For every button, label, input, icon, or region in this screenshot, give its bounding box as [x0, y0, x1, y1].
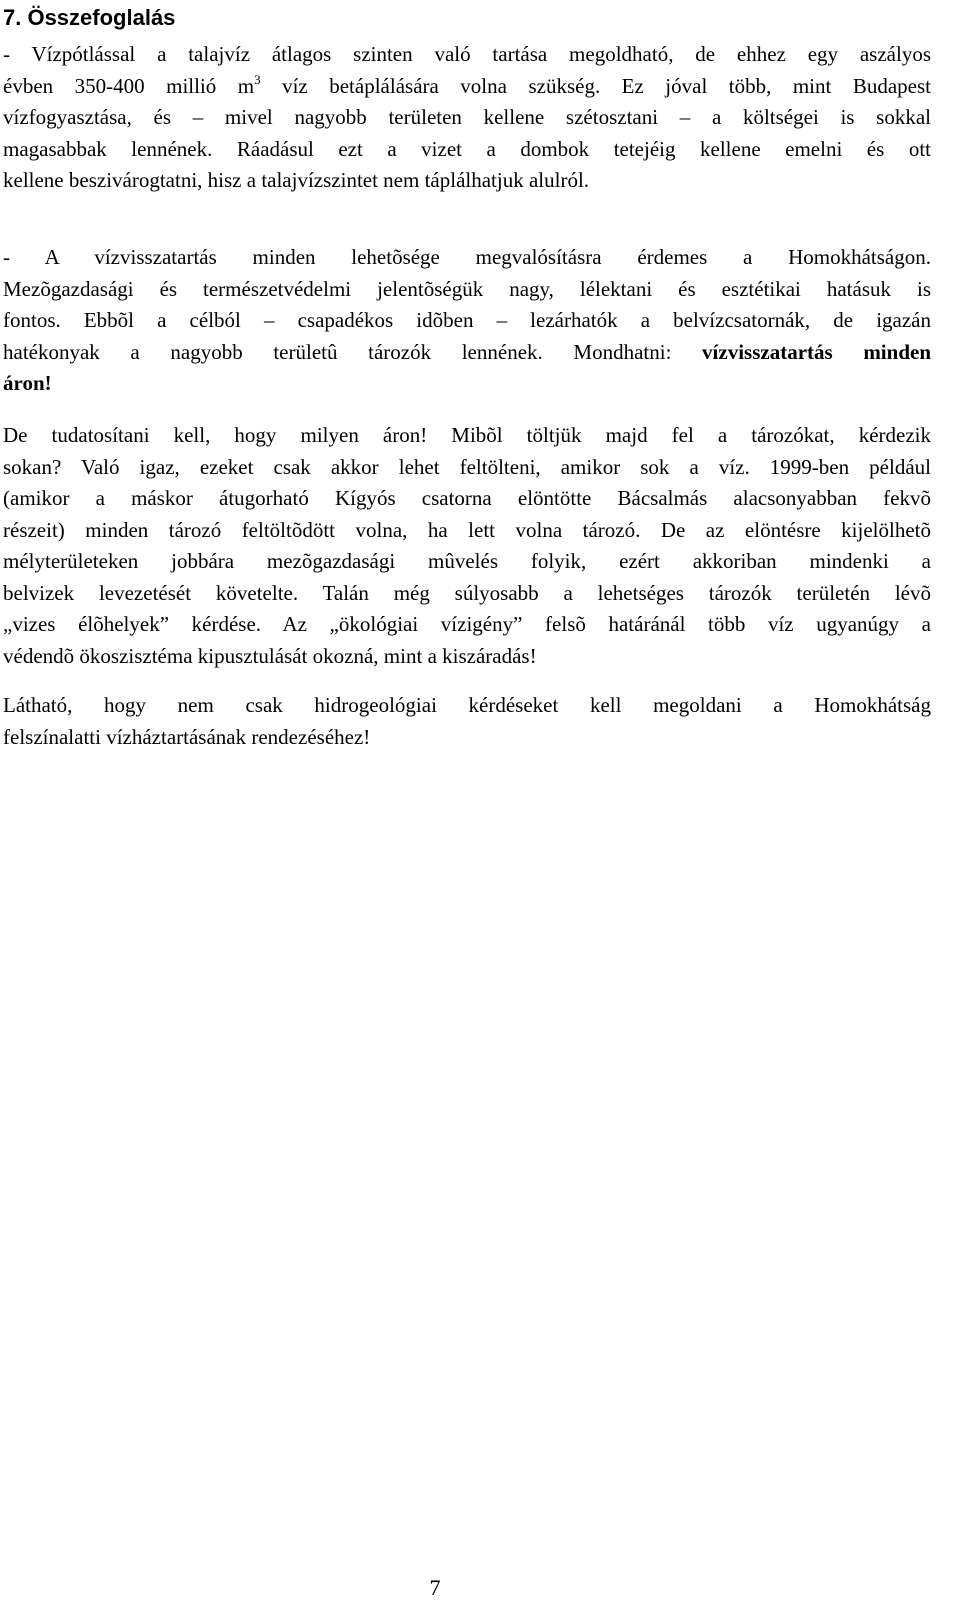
text-line: De tudatosítani kell, hogy milyen áron! Mibõl töltjük majd fel a tározókat, kérdezik [3, 423, 931, 447]
text-line: Látható, hogy nem csak hidrogeológiai kérdéseket kell megoldani a Homokhátság [3, 693, 931, 717]
text-line: fontos. Ebbõl a célból – csapadékos idõben – lezárhatók a belvízcsatornák, de igazán [3, 308, 931, 332]
text-line: részeit) minden tározó feltöltõdött volna, ha lett volna tározó. De az elöntésre kijelölhetõ [3, 517, 931, 542]
bold-emphasis: vízvisszatartás minden [702, 339, 932, 364]
paragraph-water-replenishment [3, 39, 931, 197]
text-fragment: hatékonyak a nagyobb területû tározók lennének. Mondhatni: [3, 339, 703, 364]
text-line: védendõ ökoszisztéma kipusztulását okozná, mint a kiszáradás! [3, 643, 537, 668]
text-line: magasabbak lennének. Ráadásul ezt a vizet a dombok tetejéig kellene emelni és ott [3, 136, 931, 161]
text-fragment: víz betáplálására volna szükség. Ez jóval több, mint Budapest [260, 73, 931, 98]
text-line: kellene beszivárogtatni, hisz a talajvízszintet nem táplálhatjuk alulról. [3, 168, 590, 192]
text-line: mélyterületeken jobbára mezõgazdasági mûvelés folyik, ezért akkoriban mindenki a [3, 549, 931, 573]
section-heading: 7. Összefoglalás [3, 5, 176, 30]
paragraph-conclusion [3, 690, 931, 753]
paragraph-cost-question [3, 420, 931, 672]
text-fragment: évben 350-400 millió m [3, 73, 255, 98]
text-line: belvizek levezetését követelte. Talán még súlyosabb a lehetséges tározók területén lévõ [3, 580, 931, 605]
page-number: 7 [429, 1575, 441, 1600]
text-line: „vizes élõhelyek” kérdése. Az „ökológiai vízigény” felsõ határánál több víz ugyanúgy a [3, 612, 931, 636]
text-line [3, 337, 931, 369]
paragraph-water-retention [3, 242, 931, 400]
text-line: felszínalatti vízháztartásának rendezéséhez! [3, 724, 371, 749]
text-line: áron! [3, 371, 52, 395]
text-line: - A vízvisszatartás minden lehetõsége megvalósításra érdemes a Homokhátságon. [3, 245, 931, 269]
text-line: sokan? Való igaz, ezeket csak akkor lehet feltölteni, amikor sok a víz. 1999-ben például [3, 454, 931, 479]
text-line: vízfogyasztása, és – mivel nagyobb területen kellene szétosztani – a költségei is sokkal [3, 105, 931, 129]
superscript: 3 [254, 71, 261, 87]
text-line: Mezõgazdasági és természetvédelmi jelentõségük nagy, lélektani és esztétikai hatásuk is [3, 276, 931, 301]
text-line: - Vízpótlással a talajvíz átlagos szinten való tartása megoldható, de ehhez egy aszályos [3, 42, 931, 66]
text-line: (amikor a máskor átugorható Kígyós csatorna elöntötte Bácsalmás alacsonyabban fekvõ [3, 486, 931, 510]
text-line [3, 71, 931, 103]
